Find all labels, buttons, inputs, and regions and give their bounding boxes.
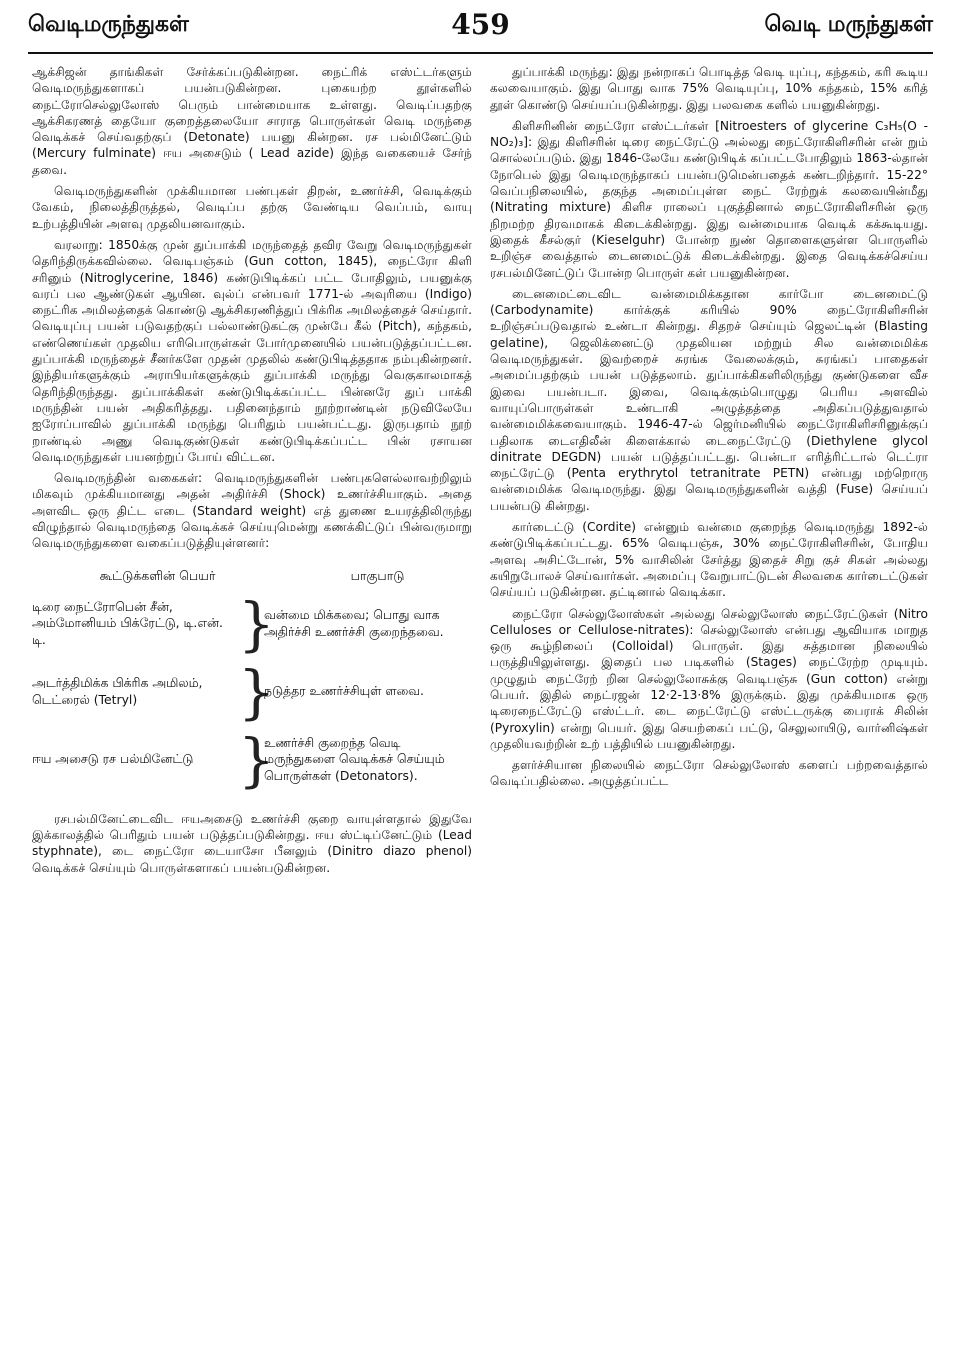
paragraph: வெடிமருந்துகளின் முக்கியமான பண்புகள் திறன், உணர்ச்சி, வெடிக்கும் வேகம், நிலைத்திருத்தல், வெடிப்ப தற்கு வேண்டிய வெப்பம், வாயு உற்பத்தியின் அளவு முதலியனவாகும்.: [32, 184, 472, 231]
classification-row: [32, 725, 472, 794]
paragraph: வெடிமருந்தின் வகைகள்: வெடிமருந்துகளின் பண்புகளெல்லாவற்றிலும் மிகவும் முக்கியமானது அதன் அதிர்ச்சி (Shock) உணர்ச்சியாகும். அதை அளவிட ஒரு திட்ட எடை (Standard weight) எத் துணை உயரத்திலிருந்து விழுந்தால் வெடிமருந்தை வெடிக்கச் செய்யுமென்று கணக்கிட்டுப் பின்வருமாறு வெடிமருந்துகளை வகைப்படுத்தியுள்ளனர்:: [32, 471, 472, 551]
compound-names: அடர்த்திமிக்க பிக்ரிக அமிலம், டெட்ரைல் (Tetryl): [32, 675, 203, 707]
paragraph: வரலாறு: 1850க்கு முன் துப்பாக்கி மருந்தைத் தவிர வேறு வெடிமருந்துகள் தெரிந்திருக்கவில்லை. வெடிபஞ்சும் (Gun cotton, 1845), நைட்ரோ கிளி சரினும் (Nitroglycerine, 1846) கண்டுபிடிக்கப் பட்ட போதிலும், பயனுக்கு வரப் பல ஆண்டுகள் ஆயின. வுல்ப் என்பவர் 1771-ல் அவுரியை (Indigo) நைட்ரிக அமிலத்தைக் கொண்டு ஆக்சிகரணித்துப் பிக்ரிக அமிலத்தைச் செய்தார். வெடியுப்பு பயன் படுவதற்குப் பல்லாண்டுகட்கு முன்பே கீல் (Pitch), கந்தகம், எண்ணெய்கள் முதலிய எரிபொருள்கள் போர்முனையில் பயன்படுத்தப்பட்டன. துப்பாக்கி மருந்தைச் சீனர்களே முதன் முதலில் கண்டுபிடித்ததாக நம்புகின்றனர். இந்தியர்களுக்கும் அராபியர்களுக்கும் துப்பாக்கி மருந்து வெகுகாலமாகத் தெரிந்திருந்தது. துப்பாக்கிகள் கண்டுபிடிக்கப்பட்ட பின்னரே துப் பாக்கி மருந்தின் பயன் அதிகரித்தது. பதினைந்தாம் நூற்றாண்டின் நடுவிலேயே ஐரோப்பாவில் துப்பாக்கி மருந்து பெரிதும் பயன்பட்டது. இருபதாம் நூற் றாண்டில் அணு வெடிகுண்டுகள் கண்டுபிடிக்கப்பட்ட பின் ரசாயன வெடிமருந்துகள் பயனற்றுப் போய் விட்டன.: [32, 237, 472, 464]
classification-row: [32, 589, 472, 658]
page-header: [28, 8, 933, 48]
classification-head-compounds: கூட்டுக்களின் பெயர்: [99, 567, 216, 583]
paragraph: கார்டைட்டு (Cordite) என்னும் வன்மை குறைந்த வெடிமருந்து 1892-ல் கண்டுபிடிக்கப்பட்டது. 65% வெடிபஞ்சு, 30% நைட்ரோகிளிசரின், போதிய அளவு அசிட்டோன், 5% வாசிலின் சேர்த்து இதைச் சிறு குச் சிகள் அல்லது கயிறுபோலச் செய்வார்கள். அமைப்பு வேறுபாட்டுடன் சிலவகை கார்டைட்டுகள் செய்யப் படுகின்றன. தட்டினால் வெடிக்கா.: [490, 520, 928, 600]
paragraph: துப்பாக்கி மருந்து: இது நன்றாகப் பொடித்த வெடி யுப்பு, கந்தகம், கரி கூடிய கலவையாகும். இது பொது வாக 75% வெடியுப்பு, 10% கந்தகம், 15% கரித் தூள் கொண்டு செய்யப்படுகின்றது. இது பலவகை களில் பயனுகின்றது.: [490, 65, 928, 112]
paragraph: ஆக்சிஜன் தாங்கிகள் சேர்க்கப்படுகின்றன. நைட்ரிக் எஸ்ட்டர்களும் வெடிமருந்துகளாகப் பயன்படுகின்றன. புகையற்ற தூள்களில் நைட்ரோசெல்லுலோஸ் பெரும் பான்மையாக உள்ளது. வெடிப்பதற்கு ஆக்சிகரணத் தையோ குறைத்தலையோ சாராத பொருள்கள் வெடி மருந்தை வெடிக்கச் செய்வதற்குப் (Detonate) பயனு கின்றன. ரச பல்மினேட்டும் (Mercury fulminate) ஈய அசைடும் ( Lead azide) இந்த வகையைச் சேர்ந் தவை.: [32, 65, 472, 177]
running-head-left: வெடிமருந்துகள்: [28, 12, 189, 37]
compound-names: டிரை நைட்ரோபென் சீன், அம்மோனியம் பிக்ரேட்டு, டி.என். டி.: [32, 598, 223, 647]
classification-header: [32, 568, 472, 585]
paragraph: கிளிசரினின் நைட்ரோ எஸ்ட்டர்கள் [Nitroesters of glycerine C₃H₅(O - NO₂)₃]: இது கிளிசரின் டிரை நைட்ரேட்டு அல்லது நைட்ரோகிளிசரின் என் றும் சொல்லப்படும். இது 1846-லேயே கண்டுபிடிக் கப்பட்டபோதிலும் 1863-ல்தான் நோபெல் இது வெடிமருந்தாகப் பயன்படுமென்பதைக் கண்டறிந்தார். 15-22° வெப்பநிலையில், தகுந்த அமைப்புள்ள நைட் ரேற்றுக் கலவையின்மீது (Nitrating mixture) கிளிச ராலைப் புகுத்தினால் நைட்ரோகிளிசரின் ஒரு நிறமற்ற திரவமாகக் கிடைக்கின்றது. இது வன்மையாக வெடிக் கக்கூடியது. இதைக் கீசல்குர் (Kieselguhr) போன்ற நுண் தொளைகளுள்ள பொருளில் உறிஞ்ச வைத்தால் டைனமைட்டுக் கிடைக்கின்றது. இதை வெடிக்கச்செய்ய ரசபல்மினேட்டுப் போன்ற பொருள் கள் பயனுகின்றன.: [490, 118, 928, 280]
brace-icon: }: [238, 589, 275, 658]
paragraph: ரசபல்மினேட்டைவிட ஈயஅசைடு உணர்ச்சி குறை வாயுள்ளதால் இதுவே இக்காலத்தில் பெரிதும் பயன் படுத்தப்படுகின்றது. ஈய ஸ்ட்டிப்னேட்டும் (Lead styphnate), டை நைட்ரோ டையாசோ பீனலும் (Dinitro diazo phenol) வெடிக்கச் செய்யும் பொருள்களாகப் பயன்படுகின்றன.: [32, 811, 472, 875]
paragraph: நைட்ரோ செல்லுலோஸ்கள் அல்லது செல்லுலோஸ் நைட்ரேட்டுகள் (Nitro Celluloses or Cellulose-nitrates): செல்லுலோஸ் என்பது ஆவியாக மாறுத ஒரு கூழ்நிலைப் (Colloidal) பொருள். இது சுத்தமான நிலையில் பருத்தியிலுள்ளது. இதைப் பல படிகளில் (Stages) நைட்ரேற்ற முடியும். முழுதும் நைட்ரேற் றின செல்லுலோசுக்கு வெடிபஞ்சு (Gun cotton) என்று பெயர். இதில் நைட்ரஜன் 12·2-13·8% இருக்கும். இது முக்கியமாக ஒரு டிரைநைட்ரேட்டு எஸ்ட்டர். டை நைட்ரேட்டு எஸ்ட்டருக்கு பைராக் சிலின் (Pyroxylin) என்று பெயர். இது செயற்கைப் பட்டு, செலுலாயிடு, வார்னிஷ்கள் முதலியவற்றின் உற் பத்தியில் பயனுகின்றது.: [490, 606, 928, 751]
compound-names: ஈய அசைடு ரச பல்மினேட்டு: [32, 751, 194, 767]
category-description: வன்மை மிக்கவை; பொது வாக அதிர்ச்சி உணர்ச்சி குறைந்தவை.: [264, 607, 444, 639]
brace-icon: }: [238, 657, 275, 726]
header-rule: [28, 52, 933, 54]
paragraph: தளர்ச்சியான நிலையில் நைட்ரோ செல்லுலோஸ் களைப் பற்றவைத்தால் வெடிப்பதில்லை. அழுத்தப்பட்ட: [490, 758, 928, 789]
paragraph: டைனமைட்டைவிட வன்மைமிக்கதான கார்போ டைனமைட்டு (Carbodynamite) கார்க்குக் கரியில் 90% நைட்ரோகிளிசரின் உறிஞ்சப்படுவதால் உண்டா கின்றது. சிதறச் செய்யும் ஜெலட்டின் (Blasting gelatine), ஜெலிக்னைட்டு முதலியன மற்றும் சில வன்மைமிக்க வெடிமருந்துகள். இவற்றைச் சுரங்க வேலைக்கும், சுரங்கப் பாதைகள் அமைப்பதற்கும் பயன் படுத்தலாம். துப்பாக்கிகளிலிருந்து குண்டுகளை வீச இவை பயன்படா. இவை, வெடிக்கும்பொழுது பெரிய அளவில் வாயுப்பொருள்கள் உண்டாகி அழுத்தத்தை அதிகப்படுத்துவதால் வன்மைமிக்கவையாகும். 1946-47-ல் ஜெர்மனியில் நைட்ரோகிளிசரினுக்குப் பதிலாக டைஎதிலீன் கிளைக்கால் டைநைட்ரேட்டு (Diethylene glycol dinitrate DEGDN) பயன் படுத்தப்பட்டது. பென்டா எரித்ரிட்டால் டெட்ரா நைட்ரேட்டு (Penta erythrytol tetranitrate PETN) என்பது மற்றொரு வன்மைமிக்க வெடிமருந்து. இது வெடிமருந்துகளின் வத்தி (Fuse) செய்யப் பயன்படு கின்றது.: [490, 286, 928, 513]
page-number: 459: [451, 8, 510, 41]
category-description: நடுத்தர உணர்ச்சியுள் ளவை.: [264, 683, 424, 699]
brace-icon: }: [238, 725, 275, 794]
category-description: உணர்ச்சி குறைந்த வெடி மருந்துகளை வெடிக்கச் செய்யும் பொருள்கள் (Detonators).: [264, 734, 445, 783]
running-head-right: வெடி மருந்துகள்: [764, 12, 933, 37]
classification-head-category: பாகுபாடு: [350, 567, 405, 583]
left-column: [32, 64, 472, 1354]
classification-row: [32, 657, 472, 726]
right-column: [490, 64, 928, 1354]
